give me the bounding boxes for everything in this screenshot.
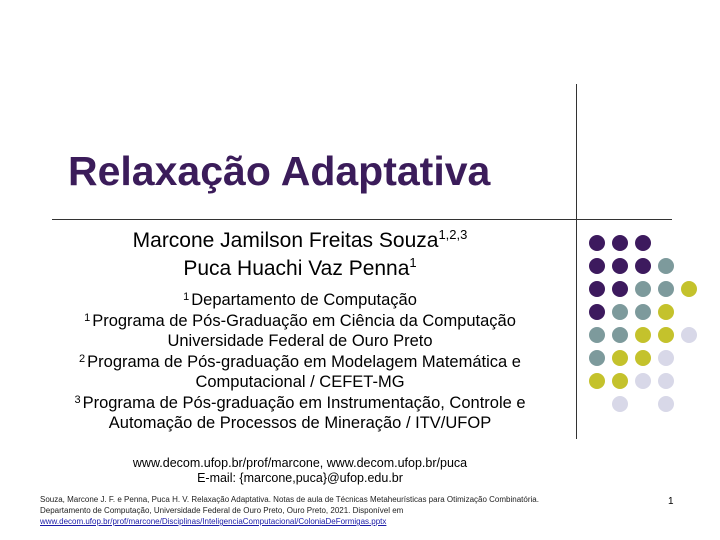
author-line — [80, 255, 520, 283]
affiliation-superscript: 1 — [84, 311, 91, 324]
email-text: E-mail: {marcone,puca}@ufop.edu.br — [197, 471, 403, 485]
affiliation-text: Universidade Federal de Ouro Preto — [167, 332, 433, 350]
decorative-dot — [681, 327, 697, 343]
decorative-dot — [589, 304, 605, 320]
decorative-dot — [635, 235, 651, 251]
decorative-dot — [612, 373, 628, 389]
citation-link[interactable]: www.decom.ufop.br/prof/marcone/Disciplinas/InteligenciaComputacional/ColoniaDeFormigas.pptx — [40, 517, 387, 526]
decorative-dot — [658, 327, 674, 343]
affiliations-block — [40, 290, 560, 434]
affiliation-text: Departamento de Computação — [191, 291, 417, 309]
citation-footer — [40, 494, 560, 527]
affiliation-line — [40, 393, 560, 414]
decorative-dot — [658, 396, 674, 412]
websites-text: www.decom.ufop.br/prof/marcone, www.decom.ufop.br/puca — [132, 456, 468, 470]
author-superscript: 1 — [409, 255, 417, 270]
affiliation-text: Automação de Processos de Mineração / ITV/UFOP — [108, 414, 492, 432]
decorative-dot — [681, 281, 697, 297]
decorative-dot — [589, 373, 605, 389]
decorative-dot — [658, 304, 674, 320]
decorative-dot — [612, 258, 628, 274]
decorative-dot — [658, 258, 674, 274]
author-name: Puca Huachi Vaz Penna — [183, 257, 410, 280]
decorative-dot — [589, 327, 605, 343]
author-superscript: 1,2,3 — [438, 227, 468, 242]
citation-text: Souza, Marcone J. F. e Penna, Puca H. V. Relaxação Adaptativa. Notas de aula de Técnicas Metaheurísticas para Otimização Combinatória. Departamento de Computação, Universidade Federal de Ouro Preto, Ouro Preto, 2021. Disponível em — [40, 495, 539, 515]
affiliation-line — [40, 352, 560, 373]
slide-title: Relaxação Adaptativa — [68, 148, 491, 194]
affiliation-text: Programa de Pós-graduação em Modelagem Matemática e — [87, 352, 521, 371]
decorative-dot — [612, 396, 628, 412]
decorative-dot — [635, 327, 651, 343]
affiliation-text: Programa de Pós-Graduação em Ciência da Computação — [92, 311, 516, 330]
affiliation-superscript: 3 — [74, 393, 81, 406]
decorative-dot — [635, 304, 651, 320]
decorative-dot — [635, 350, 651, 366]
decorative-dot — [589, 258, 605, 274]
affiliation-line — [40, 413, 560, 434]
decorative-dot — [658, 350, 674, 366]
decorative-dot — [635, 281, 651, 297]
decorative-dot — [658, 281, 674, 297]
decorative-dot — [612, 235, 628, 251]
affiliation-text: Computacional / CEFET-MG — [195, 373, 405, 391]
decorative-dot — [658, 373, 674, 389]
decorative-dot — [589, 281, 605, 297]
decorative-dot — [635, 373, 651, 389]
decorative-dot — [589, 235, 605, 251]
affiliation-superscript: 2 — [79, 352, 86, 365]
authors-block — [80, 227, 520, 283]
decorative-dot — [612, 327, 628, 343]
affiliation-text: Programa de Pós-graduação em Instrumentação, Controle e — [82, 393, 526, 412]
vertical-divider — [576, 84, 577, 439]
decorative-dot — [612, 281, 628, 297]
decorative-dot — [612, 350, 628, 366]
affiliation-line — [40, 311, 560, 332]
decorative-dot — [612, 304, 628, 320]
affiliation-line — [40, 331, 560, 352]
author-name: Marcone Jamilson Freitas Souza — [132, 229, 439, 252]
page-number: 1 — [668, 496, 674, 507]
affiliation-line — [40, 372, 560, 393]
author-line — [80, 227, 520, 255]
decorative-dot — [589, 350, 605, 366]
decorative-dot — [635, 258, 651, 274]
affiliation-line — [40, 290, 560, 311]
affiliation-superscript: 1 — [183, 291, 190, 303]
contact-block — [60, 456, 540, 486]
title-underline — [52, 219, 672, 220]
